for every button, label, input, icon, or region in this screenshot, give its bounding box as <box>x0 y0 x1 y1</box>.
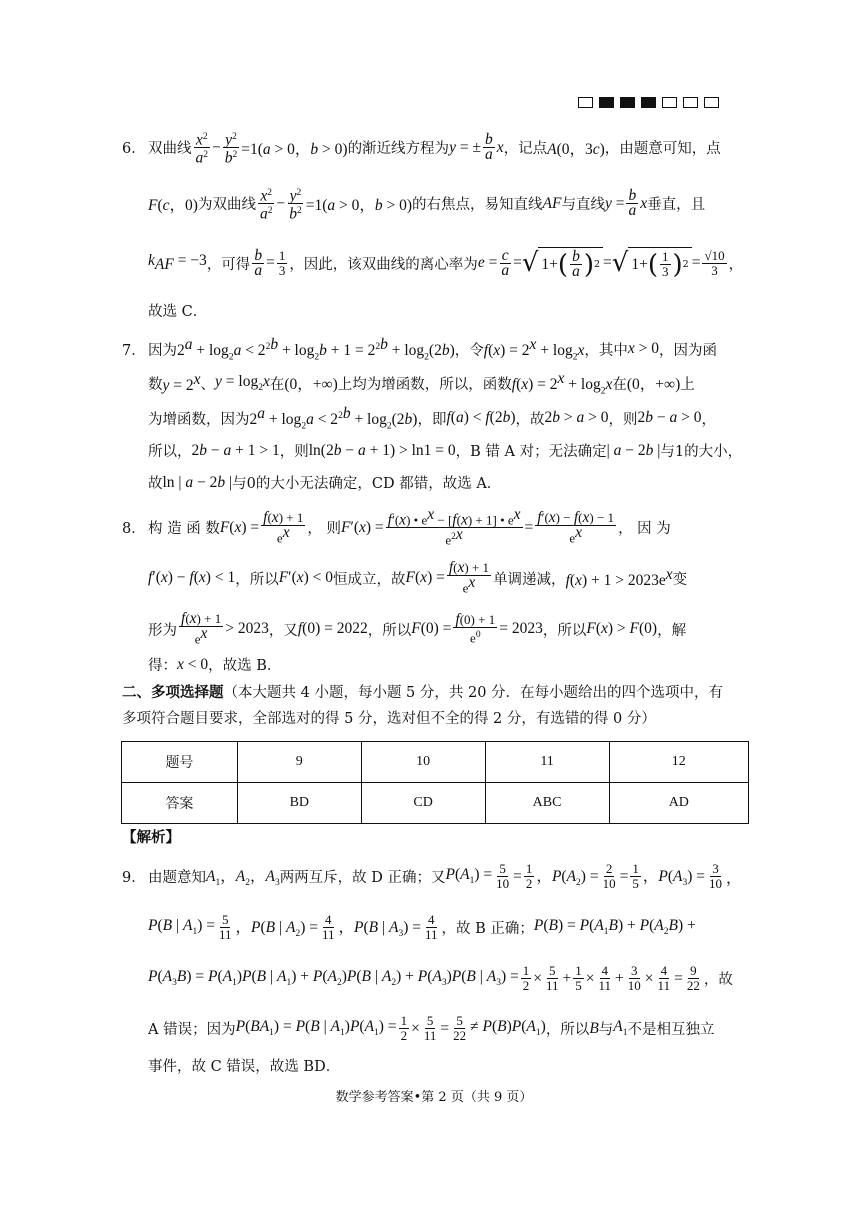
q8-line2: f′(x) − f(x) < 1 ，所以 F′(x) < 0 恒成立，故 F(x) = $\frac{f(x) + 1}{e^x}$ 单调递减， $f(x) + 1 > 2023e^x$ 变 <box>148 559 688 596</box>
header-mark-2 <box>620 97 635 108</box>
q7-line4: 所以， 2b − a + 1 > 1 ，则 ln(2b − a + 1) > ln1 = 0 ，B 错 A 对；无法确定 | a − 2b | 与1的大小， <box>148 441 743 460</box>
answer-table-answer-row <box>122 783 749 824</box>
q7-line1: 7． 因为 $2^a + \log_2a < 2^{2b} + \log_2b + 1 = 2^{2b} + \log_2(2b)$ ，令 $f(x) = 2^x + \log_2x$ ，其中 x > 0 ，因为函 <box>122 336 718 363</box>
q9-line3: $P(A_3B) = P(A_1)P(B$ | $A_1) + P(A_2)P(B$ | $A_2) + P(A_3)P(B$ | $A_3$) = $\frac{1}{2}$ × $\frac{5}{11}$ + $\frac{1}{5}$ × $\frac{4}{11}$ + $\frac{3}{10}$ × $\frac{4}{11}$ = $\frac{9}{22}$ ，故 <box>148 963 733 993</box>
answer-table-cell: 12 <box>609 742 748 783</box>
answer-table-cell: 9 <box>237 742 361 783</box>
answer-table-cell: 11 <box>485 742 609 783</box>
q7-line5: 故 ln | a − 2b | 与0的大小无法确定，CD 都错，故选 A． <box>148 473 502 492</box>
q9-line5: 事件，故 C 错误，故选 BD． <box>148 1059 341 1075</box>
q9-line4: A 错误；因为 $P(BA_1) = P(B$ | $A_1)P(A_1)$ = $\frac{1}{2}$ × $\frac{5}{11}$ = $\frac{5}{22}$ ≠ $P(B)P(A_1)$ ，所以 B 与 $A_1$ 不是相互独立 <box>148 1013 715 1043</box>
section-2-title: 二、多项选择题（本大题共 4 小题，每小题 5 分，共 20 分．在每小题给出的四个选项中，有 多项符合题目要求，全部选对的得 5 分，选对但不全的得 2 分，有选错的得 0 分） <box>122 685 724 727</box>
answer-table-cell: AD <box>609 783 748 824</box>
page-footer: 数学参考答案•第 2 页（共 9 页） <box>335 1090 533 1105</box>
header-marks <box>578 97 719 108</box>
header-mark-4 <box>662 97 677 108</box>
q6-line3: $k_{AF} = -3$ ，可得 $\frac{b}{a}$ = $\frac{1}{3}$ ，因此，该双曲线的离心率为 e = $\frac{c}{a}$ = √ 1+ ( $\frac{b}{a}$ ) 2 = √ 1+ ( $\frac{1}{3}$ ) 2 = $\frac{√10}{3}$ ， <box>148 246 744 280</box>
header-mark-5 <box>683 97 698 108</box>
q8-line1: 8． 构 造 函 数 F(x) = $\frac{f(x) + 1}{e^x}$ ， 则 F′(x) = $\frac{f'(x) • e^x - [f(x) + 1] • e^x}{e^{2x}}$ = $\frac{f'(x) - f(x) - 1}{e^x}$ ， 因 为 <box>122 506 671 548</box>
header-mark-0 <box>578 97 593 108</box>
q8-line4: 得： x < 0 ，故选 B． <box>148 655 282 674</box>
q6-line4: 故选 C． <box>148 304 208 320</box>
q8-line3: 形为 $\frac{f(x) + 1}{e^x}$ > 2023 ，又 f(0) = 2022 ，所以 F(0) = $\frac{f(0) + 1}{e^0}$ = 2023 ，所以 F(x) > F(0) ，解 <box>148 610 687 647</box>
answer-table-cell: BD <box>237 783 361 824</box>
header-mark-1 <box>599 97 614 108</box>
analysis-label: 【解析】 <box>122 830 180 846</box>
header-mark-3 <box>641 97 656 108</box>
q7-line3: 为增函数，因为 $2^a + \log_2a < 2^{2b} + \log_2(2b)$ ，即 f(a) < f(2b) ，故 2b > a > 0 ，则 2b − a > 0 ， <box>148 405 717 432</box>
answer-table-cell: 10 <box>361 742 485 783</box>
q6-line1: 6． 双曲线 $\frac{x^2}{a^2}$ − $\frac{y^2}{b^2}$ =1(a > 0，b > 0) 的渐近线方程为 y = ± $\frac{b}{a}$ x ，记点 A(0，3c) ，由题意可知，点 <box>122 131 721 167</box>
answer-table <box>121 741 749 824</box>
header-mark-6 <box>704 97 719 108</box>
answer-table-header-row <box>122 742 749 783</box>
answer-table-cell: 题号 <box>122 742 238 783</box>
answer-table-cell: CD <box>361 783 485 824</box>
answer-table-cell: ABC <box>485 783 609 824</box>
q9-line2: P(B | $A_1$) = $\frac{5}{11}$ ，P(B | $A_2$) = $\frac{4}{11}$ ，P(B | $A_3$) = $\frac{4}{11}$ ，故 B 正确； $P(B) = P(A_1B) + P(A_2B)$ + <box>148 912 696 942</box>
answer-table-cell: 答案 <box>122 783 238 824</box>
q9-line1: 9． 由题意知 $A_1$，$A_2$，$A_3$ 两两互斥，故 D 正确；又 $P(A_1)$ = $\frac{5}{10}$ = $\frac{1}{2}$ ，$P(A_2)$ = $\frac{2}{10}$ = $\frac{1}{5}$ ，$P(A_3)$ = $\frac{3}{10}$ ， <box>122 861 742 891</box>
q6-line2: F(c，0) 为双曲线 $\frac{x^2}{a^2}$ − $\frac{y^2}{b^2}$ =1(a > 0，b > 0) 的右焦点，易知直线 AF 与直线 y = $\frac{b}{a}$ x 垂直，且 <box>148 187 706 223</box>
q7-line2: 数 $y = 2^x$ 、 $y = \log_2x$ 在 (0，+∞) 上均为增函数，所以，函数 $f(x) = 2^x + \log_2x$ 在 (0，+∞) 上 <box>148 370 695 397</box>
